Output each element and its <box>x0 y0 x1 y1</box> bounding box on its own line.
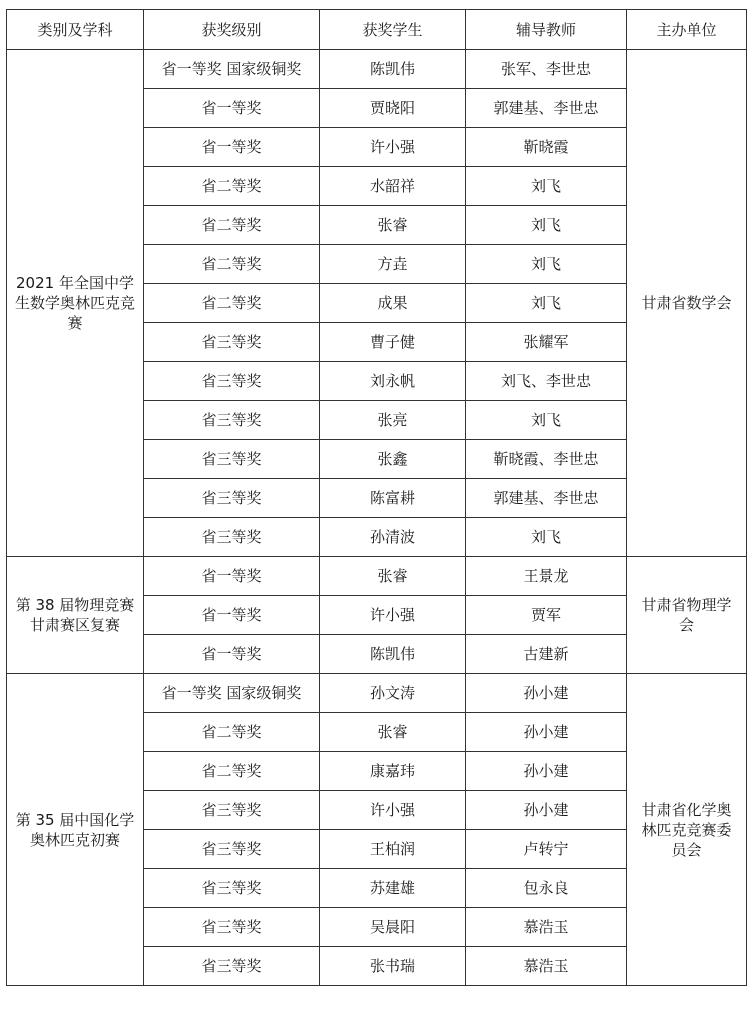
student-cell: 曹子健 <box>320 323 466 362</box>
award-level-cell: 省一等奖 <box>144 557 320 596</box>
teacher-cell: 慕浩玉 <box>466 947 627 986</box>
award-level-cell: 省一等奖 <box>144 635 320 674</box>
category-cell: 2021 年全国中学生数学奥林匹克竞赛 <box>7 50 144 557</box>
award-level-cell: 省一等奖 国家级铜奖 <box>144 50 320 89</box>
student-cell: 张睿 <box>320 713 466 752</box>
student-cell: 张书瑞 <box>320 947 466 986</box>
teacher-cell: 刘飞 <box>466 206 627 245</box>
awards-table <box>6 9 747 986</box>
table-row <box>7 674 747 713</box>
teacher-cell: 刘飞、李世忠 <box>466 362 627 401</box>
award-level-cell: 省三等奖 <box>144 791 320 830</box>
teacher-cell: 刘飞 <box>466 284 627 323</box>
header-level: 获奖级别 <box>144 10 320 50</box>
student-cell: 张鑫 <box>320 440 466 479</box>
student-cell: 方垚 <box>320 245 466 284</box>
teacher-cell: 刘飞 <box>466 401 627 440</box>
award-level-cell: 省三等奖 <box>144 947 320 986</box>
teacher-cell: 刘飞 <box>466 167 627 206</box>
student-cell: 陈凯伟 <box>320 50 466 89</box>
award-level-cell: 省二等奖 <box>144 284 320 323</box>
award-level-cell: 省三等奖 <box>144 440 320 479</box>
award-level-cell: 省二等奖 <box>144 167 320 206</box>
student-cell: 苏建雄 <box>320 869 466 908</box>
teacher-cell: 孙小建 <box>466 752 627 791</box>
student-cell: 陈富耕 <box>320 479 466 518</box>
award-level-cell: 省三等奖 <box>144 479 320 518</box>
header-student: 获奖学生 <box>320 10 466 50</box>
student-cell: 孙清波 <box>320 518 466 557</box>
student-cell: 张睿 <box>320 557 466 596</box>
teacher-cell: 刘飞 <box>466 245 627 284</box>
award-level-cell: 省三等奖 <box>144 362 320 401</box>
teacher-cell: 王景龙 <box>466 557 627 596</box>
teacher-cell: 慕浩玉 <box>466 908 627 947</box>
teacher-cell: 卢转宁 <box>466 830 627 869</box>
teacher-cell: 刘飞 <box>466 518 627 557</box>
award-level-cell: 省一等奖 <box>144 89 320 128</box>
award-level-cell: 省一等奖 <box>144 596 320 635</box>
teacher-cell: 古建新 <box>466 635 627 674</box>
student-cell: 水韶祥 <box>320 167 466 206</box>
student-cell: 吴晨阳 <box>320 908 466 947</box>
student-cell: 许小强 <box>320 791 466 830</box>
table-row <box>7 557 747 596</box>
award-level-cell: 省三等奖 <box>144 323 320 362</box>
award-level-cell: 省二等奖 <box>144 752 320 791</box>
award-level-cell: 省一等奖 国家级铜奖 <box>144 674 320 713</box>
student-cell: 许小强 <box>320 128 466 167</box>
teacher-cell: 贾军 <box>466 596 627 635</box>
organizer-cell: 甘肃省数学会 <box>627 50 747 557</box>
award-level-cell: 省三等奖 <box>144 830 320 869</box>
award-level-cell: 省三等奖 <box>144 869 320 908</box>
student-cell: 陈凯伟 <box>320 635 466 674</box>
student-cell: 张亮 <box>320 401 466 440</box>
student-cell: 孙文涛 <box>320 674 466 713</box>
header-category: 类别及学科 <box>7 10 144 50</box>
award-level-cell: 省一等奖 <box>144 128 320 167</box>
organizer-cell: 甘肃省物理学会 <box>627 557 747 674</box>
student-cell: 康嘉玮 <box>320 752 466 791</box>
award-level-cell: 省二等奖 <box>144 713 320 752</box>
teacher-cell: 郭建基、李世忠 <box>466 89 627 128</box>
student-cell: 刘永帆 <box>320 362 466 401</box>
header-organizer: 主办单位 <box>627 10 747 50</box>
teacher-cell: 孙小建 <box>466 674 627 713</box>
category-cell: 第 38 届物理竞赛甘肃赛区复赛 <box>7 557 144 674</box>
teacher-cell: 包永良 <box>466 869 627 908</box>
category-cell: 第 35 届中国化学奥林匹克初赛 <box>7 674 144 986</box>
award-level-cell: 省三等奖 <box>144 401 320 440</box>
teacher-cell: 靳晓霞 <box>466 128 627 167</box>
award-level-cell: 省二等奖 <box>144 245 320 284</box>
award-level-cell: 省三等奖 <box>144 908 320 947</box>
header-row <box>7 10 747 50</box>
award-level-cell: 省二等奖 <box>144 206 320 245</box>
organizer-cell: 甘肃省化学奥林匹克竞赛委员会 <box>627 674 747 986</box>
table-row <box>7 50 747 89</box>
teacher-cell: 郭建基、李世忠 <box>466 479 627 518</box>
student-cell: 成果 <box>320 284 466 323</box>
header-teacher: 辅导教师 <box>466 10 627 50</box>
teacher-cell: 张耀军 <box>466 323 627 362</box>
teacher-cell: 孙小建 <box>466 713 627 752</box>
teacher-cell: 张军、李世忠 <box>466 50 627 89</box>
award-level-cell: 省三等奖 <box>144 518 320 557</box>
table-body <box>7 50 747 986</box>
teacher-cell: 孙小建 <box>466 791 627 830</box>
student-cell: 张睿 <box>320 206 466 245</box>
student-cell: 王柏润 <box>320 830 466 869</box>
student-cell: 许小强 <box>320 596 466 635</box>
teacher-cell: 靳晓霞、李世忠 <box>466 440 627 479</box>
student-cell: 贾晓阳 <box>320 89 466 128</box>
